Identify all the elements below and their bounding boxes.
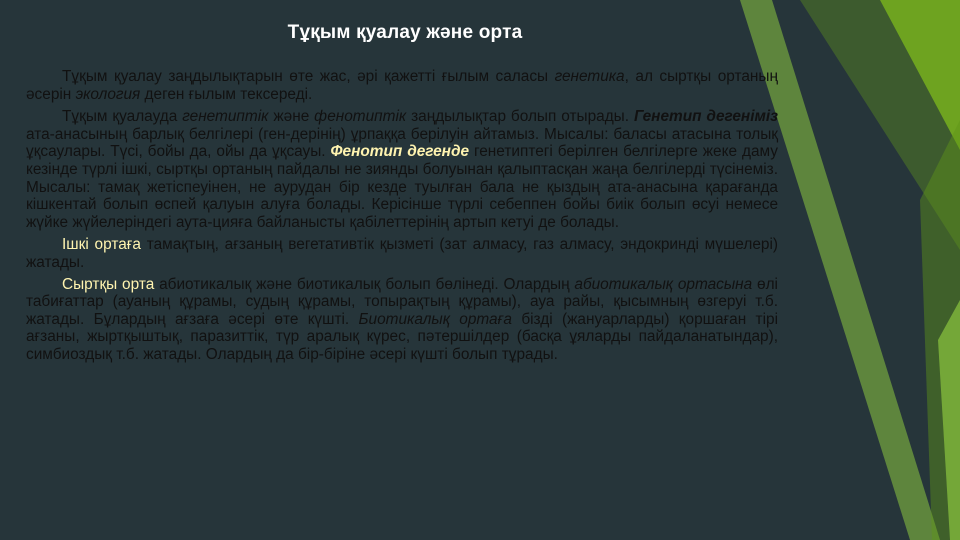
text-run: Сыртқы орта	[62, 275, 155, 293]
slide-body	[26, 68, 778, 369]
slide-title: Тұқым қуалау және орта	[287, 22, 523, 43]
text-run: деген ғылым тексереді.	[140, 85, 313, 103]
text-run: бізді (жануарларды) қоршаған тірі ағзаны, жыртқыштық, паразиттік, түр аралық күрес, пәтершілдер (басқа ұяларды пайдаланатындар), симбиоздық т.б. жатады. Олардың да бір-біріне әсері күшті болып тұрады.	[26, 310, 779, 363]
paragraph-heredity-intro	[26, 68, 778, 103]
text-run: өлі табиғаттар (ауаның құрамы, судың құрамы, топырақтың құрамы), ауа райы, қысымның өзгеруі т.б. жатады. Бұлардың ағзаға әсері өте күшті.	[26, 275, 778, 328]
text-run: Тұқым қуалауда	[62, 108, 183, 126]
text-run: Фенотип дегенде	[330, 143, 470, 161]
text-run: ата-анасының барлық белгілері (ген-дерінің) ұрпаққа берілуін айтамыз. Мысалы: баласы атасына толық ұқсаулары. Түсі, бойы да, ойы да ұқсауы.	[26, 125, 778, 161]
text-run: абиотикалық және биотикалық болып бөлінеді. Олардың	[154, 275, 575, 293]
text-run: , ал сыртқы ортаның әсерін	[26, 68, 778, 103]
text-run: Ішкі ортаға	[62, 236, 141, 254]
text-run: фенотиптік	[314, 108, 407, 126]
text-run: Генетип дегеніміз	[633, 108, 778, 126]
text-run: генетика	[554, 68, 625, 85]
text-run: Биотикалық ортаға	[358, 310, 512, 328]
text-run: Тұқым қуалау заңдылықтарын өте жас, әрі қажетті ғылым саласы	[62, 68, 555, 85]
text-run: тамақтың, ағзаның вегетативтік қызметі (зат алмасу, газ алмасу, эндокринді мүшелері) жатады.	[26, 236, 778, 271]
text-run: генетиптік	[182, 108, 269, 126]
text-run: және	[268, 108, 315, 126]
paragraph-external-environment	[26, 276, 778, 364]
text-run: генетиптегі берілген белгілерге жеке даму кезінде түрлі ішкі, сыртқы ортаның пайдалы не зиянды болуынан қалыптасқан жаңа белгілерді түсінеміз. Мысалы: тамақ жетіспеуінен, не аурудан бір кезде туылған бала не қыздың ата-анасына қарағанда кішкентай болып өспей қалуын алуға болады. Керісінше түрлі себеппен бойы биік болып өсуі немесе жүйке жүйелеріндегі аута-цияға байланысты қабілеттерінің артып кетуі де болады.	[26, 143, 778, 231]
text-run: заңдылықтар болып отырады.	[406, 108, 634, 126]
paragraph-internal-environment	[26, 236, 778, 271]
text-run: абиотикалық ортасына	[574, 275, 753, 293]
paragraph-genotype-phenotype	[26, 108, 778, 231]
text-run: экология	[75, 85, 141, 103]
